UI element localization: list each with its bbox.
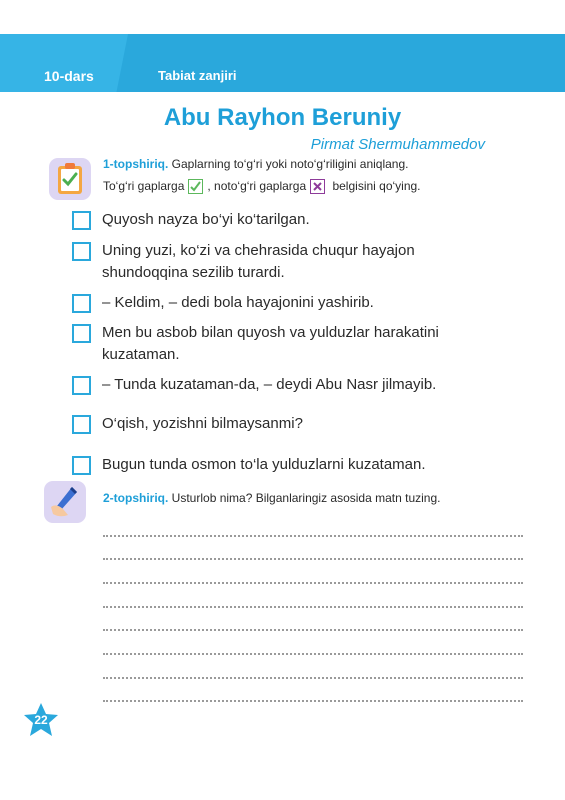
task1-instructions — [103, 153, 421, 197]
task2-instructions — [103, 487, 440, 509]
answer-line[interactable] — [103, 558, 523, 560]
answer-line[interactable] — [103, 677, 523, 679]
lesson-topic: Tabiat zanjiri — [158, 68, 237, 83]
clipboard-check-icon — [49, 158, 91, 200]
statement-text: O‘qish, yozishni bilmaysanmi? — [102, 415, 303, 432]
answer-line[interactable] — [103, 606, 523, 608]
pen-hand-icon — [44, 481, 86, 523]
lesson-header-bar — [0, 34, 565, 92]
task1-label: 1-topshiriq. — [103, 157, 169, 171]
statement-text: Quyosh nayza bo‘yi ko‘tarilgan. — [102, 211, 310, 228]
cross-mark-icon — [310, 179, 325, 194]
task2-label: 2-topshiriq. — [103, 491, 169, 505]
author-name: Pirmat Shermuhammedov — [310, 136, 485, 153]
task1-instruction-line2c: belgisini qo‘ying. — [329, 179, 421, 193]
answer-line[interactable] — [103, 653, 523, 655]
task2-instruction-text: Usturlob nima? Bilganlaringiz asosida matn tuzing. — [168, 491, 441, 505]
answer-line[interactable] — [103, 535, 523, 537]
statement-text: Men bu asbob bilan quyosh va yulduzlar harakatini kuzataman. — [102, 324, 439, 363]
page-number-badge — [22, 702, 60, 740]
answer-checkbox[interactable] — [72, 211, 91, 230]
answer-checkbox[interactable] — [72, 415, 91, 434]
task1-instruction-line2b: , noto‘g‘ri gaplarga — [207, 179, 307, 193]
answer-checkbox[interactable] — [72, 294, 91, 313]
answer-checkbox[interactable] — [72, 242, 91, 261]
page-number: 22 — [34, 713, 48, 727]
statement-text: – Keldim, – dedi bola hayajonini yashirib. — [102, 294, 374, 311]
answer-checkbox[interactable] — [72, 324, 91, 343]
statement-text: Uning yuzi, ko‘zi va chehrasida chuqur hayajon shundoqqina sezilib turardi. — [102, 242, 415, 281]
statement-text: – Tunda kuzataman-da, – deydi Abu Nasr jilmayib. — [102, 376, 437, 393]
answer-checkbox[interactable] — [72, 456, 91, 475]
task1-instruction-line2a: To‘g‘ri gaplarga — [103, 179, 185, 193]
task1-instruction-line1: Gaplarning to‘g‘ri yoki noto‘g‘riligini aniqlang. — [168, 157, 409, 171]
answer-line[interactable] — [103, 629, 523, 631]
page-title: Abu Rayhon Beruniy — [163, 104, 402, 131]
answer-line[interactable] — [103, 700, 523, 702]
answer-line[interactable] — [103, 582, 523, 584]
check-mark-icon — [188, 179, 203, 194]
statement-text: Bugun tunda osmon to‘la yulduzlarni kuzataman. — [102, 456, 426, 473]
answer-checkbox[interactable] — [72, 376, 91, 395]
lesson-number: 10-dars — [44, 68, 94, 84]
